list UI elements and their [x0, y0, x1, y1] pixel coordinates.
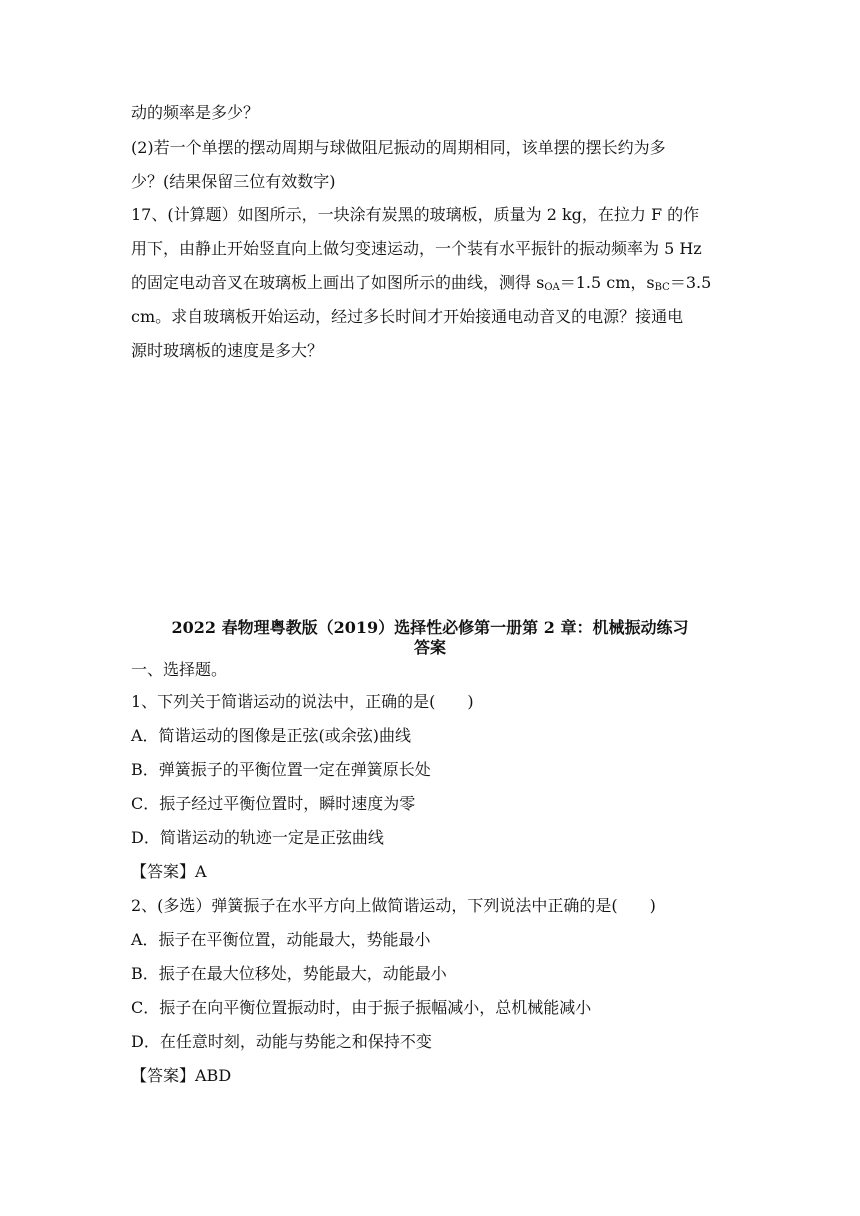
q17-line-5: 源时玻璃板的速度是多大？	[131, 341, 324, 360]
q17-line-3-end: ＝3.5	[669, 273, 712, 292]
q2-option-b: B．振子在最大位移处，势能最大，动能最小	[131, 964, 447, 983]
answer-subtitle: 答案	[413, 638, 446, 657]
q2-stem: 2、(多选）弹簧振子在水平方向上做简谐运动，下列说法中正确的是( )	[131, 896, 656, 915]
q16-continuation-line: 动的频率是多少？	[131, 103, 260, 122]
q16-part2-line-cont: 少？(结果保留三位有效数字)	[131, 172, 336, 191]
q2-option-c: C．振子在向平衡位置振动时，由于振子振幅减小，总机械能减小	[131, 998, 592, 1017]
q2-answer: 【答案】ABD	[131, 1066, 232, 1085]
q1-stem: 1、下列关于简谐运动的说法中，正确的是( )	[131, 692, 474, 711]
q17-line-2: 用下，由静止开始竖直向上做匀变速运动，一个装有水平振针的振动频率为 5 Hz	[131, 239, 702, 258]
q1-option-c: C．振子经过平衡位置时，瞬时速度为零	[131, 794, 416, 813]
q17-line-1: 17、(计算题）如图所示，一块涂有炭黑的玻璃板，质量为 2 kg，在拉力 F 的作	[131, 205, 700, 224]
q17-line-3	[131, 272, 711, 299]
q2-option-a: A．振子在平衡位置，动能最大，势能最小	[131, 930, 431, 949]
q17-line-3-mid: ＝1.5 cm，s	[559, 273, 655, 292]
q17-line-3-text: 的固定电动音叉在玻璃板上画出了如图所示的曲线，测得 s	[131, 273, 545, 292]
q1-option-b: B．弹簧振子的平衡位置一定在弹簧原长处	[131, 760, 431, 779]
q1-option-d: D．简谐运动的轨迹一定是正弦曲线	[131, 828, 384, 847]
q1-answer: 【答案】A	[131, 862, 207, 881]
section-label: 一、选择题。	[131, 660, 228, 679]
q17-line-4: cm。求自玻璃板开始运动，经过多长时间才开始接通电动音叉的电源？接通电	[131, 307, 684, 326]
q16-part2-line: (2)若一个单摆的摆动周期与球做阻尼振动的周期相同，该单摆的摆长约为多	[131, 138, 666, 157]
subscript-bc: BC	[654, 282, 670, 293]
answer-title: 2022 春物理粤教版（2019）选择性必修第一册第 2 章：机械振动练习	[171, 618, 689, 637]
q1-option-a: A．简谐运动的图像是正弦(或余弦)曲线	[131, 726, 412, 745]
subscript-oa: OA	[544, 282, 560, 293]
q2-option-d: D．在任意时刻，动能与势能之和保持不变	[131, 1032, 432, 1051]
